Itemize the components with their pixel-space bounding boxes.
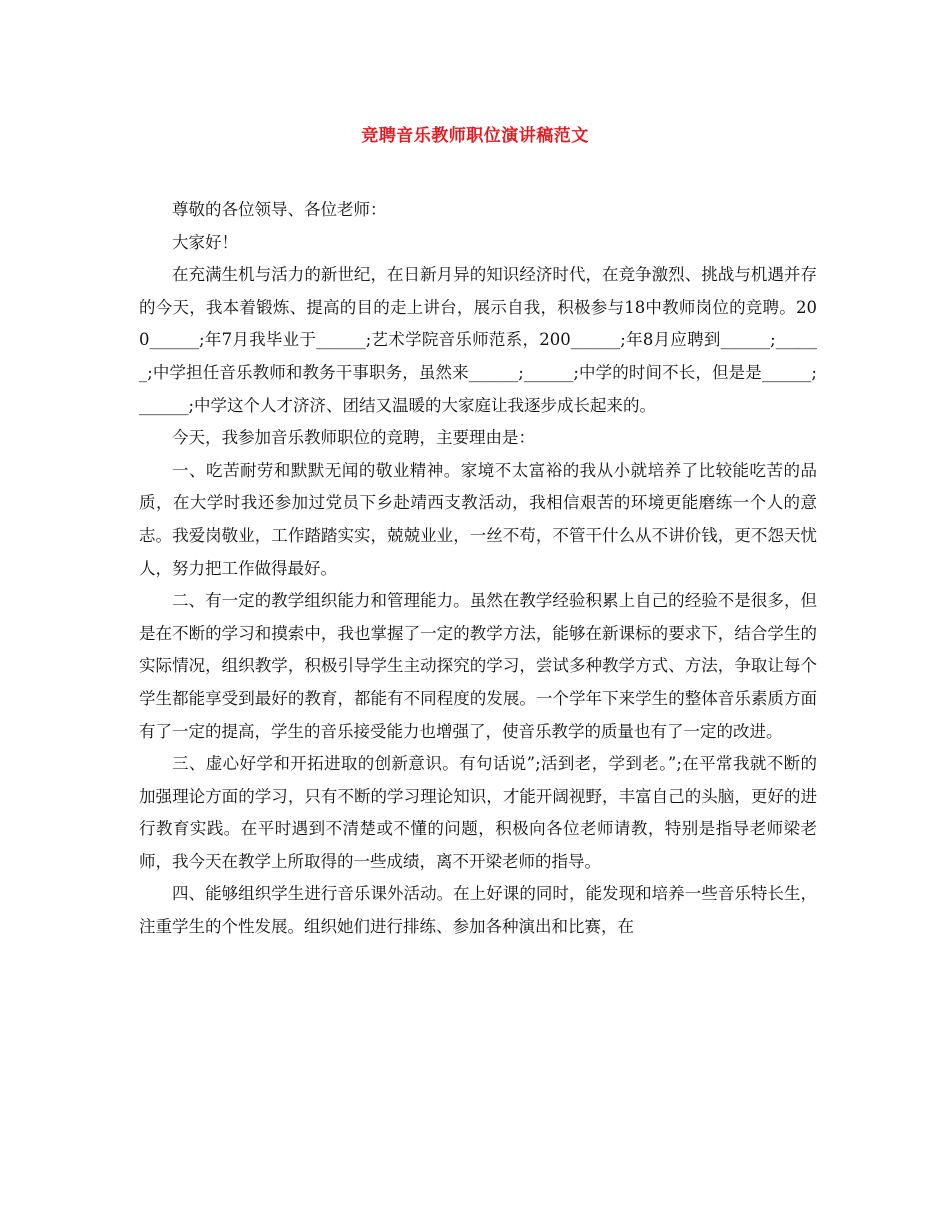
paragraph-reasons-lead: 今天，我参加音乐教师职位的竞聘，主要理由是： — [172, 428, 535, 448]
paragraph-reason-2: 二、有一定的教学组织能力和管理能力。虽然在教学经验积累上自己的经验不是很多，但是在不断的学习和摸索中，我也掌握了一定的教学方法，能够在新课标的要求下，结合学生的实际情况，组织教学，积极引导学生主动探究的学习，尝试多种教学方式、方法，争取让每个学生都能享受到最好的教育，都能有不同程度的发展。一个学年下来学生的整体音乐素质方面有了一定的提高，学生的音乐接受能力也增强了，使音乐教学的质量也有了一定的改进。 — [139, 591, 817, 741]
paragraph-intro: 在充满生机与活力的新世纪，在日新月异的知识经济时代，在竞争激烈、挑战与机遇并存的今天，我本着锻炼、提高的目的走上讲台，展示自我，积极参与18中教师岗位的竞聘。200______;年7月我毕业于______;艺术学院音乐师范系，200______;年8月应聘到______;______;中学担任音乐教师和教务干事职务，虽然来______;______;中学的时间不长，但是是______;______;中学这个人才济济、团结又温暖的大家庭让我逐步成长起来的。 — [139, 265, 817, 415]
document-body — [139, 194, 817, 944]
page-title: 竞聘音乐教师职位演讲稿范文 — [361, 126, 589, 146]
paragraph-reason-4: 四、能够组织学生进行音乐课外活动。在上好课的同时，能发现和培养一些音乐特长生，注重学生的个性发展。组织她们进行排练、参加各种演出和比赛，在 — [139, 884, 817, 937]
paragraph-reason-3: 三、虚心好学和开拓进取的创新意识。有句话说”;活到老，学到老。”;在平常我就不断的加强理论方面的学习，只有不断的学习理论知识，才能开阔视野，丰富自己的头脑，更好的进行教育实践。在平时遇到不清楚或不懂的问题，积极向各位老师请教，特别是指导老师梁老师，我今天在教学上所取得的一些成绩，离不开梁老师的指导。 — [139, 754, 817, 871]
greeting: 大家好！ — [172, 232, 238, 252]
paragraph-reason-1: 一、吃苦耐劳和默默无闻的敬业精神。家境不太富裕的我从小就培养了比较能吃苦的品质，在大学时我还参加过党员下乡赴靖西支教活动，我相信艰苦的环境更能磨练一个人的意志。我爱岗敬业，工作踏踏实实，兢兢业业，一丝不苟，不管干什么从不讲价钱，更不怨天忧人，努力把工作做得最好。 — [139, 460, 817, 578]
salutation: 尊敬的各位领导、各位老师： — [172, 200, 387, 219]
